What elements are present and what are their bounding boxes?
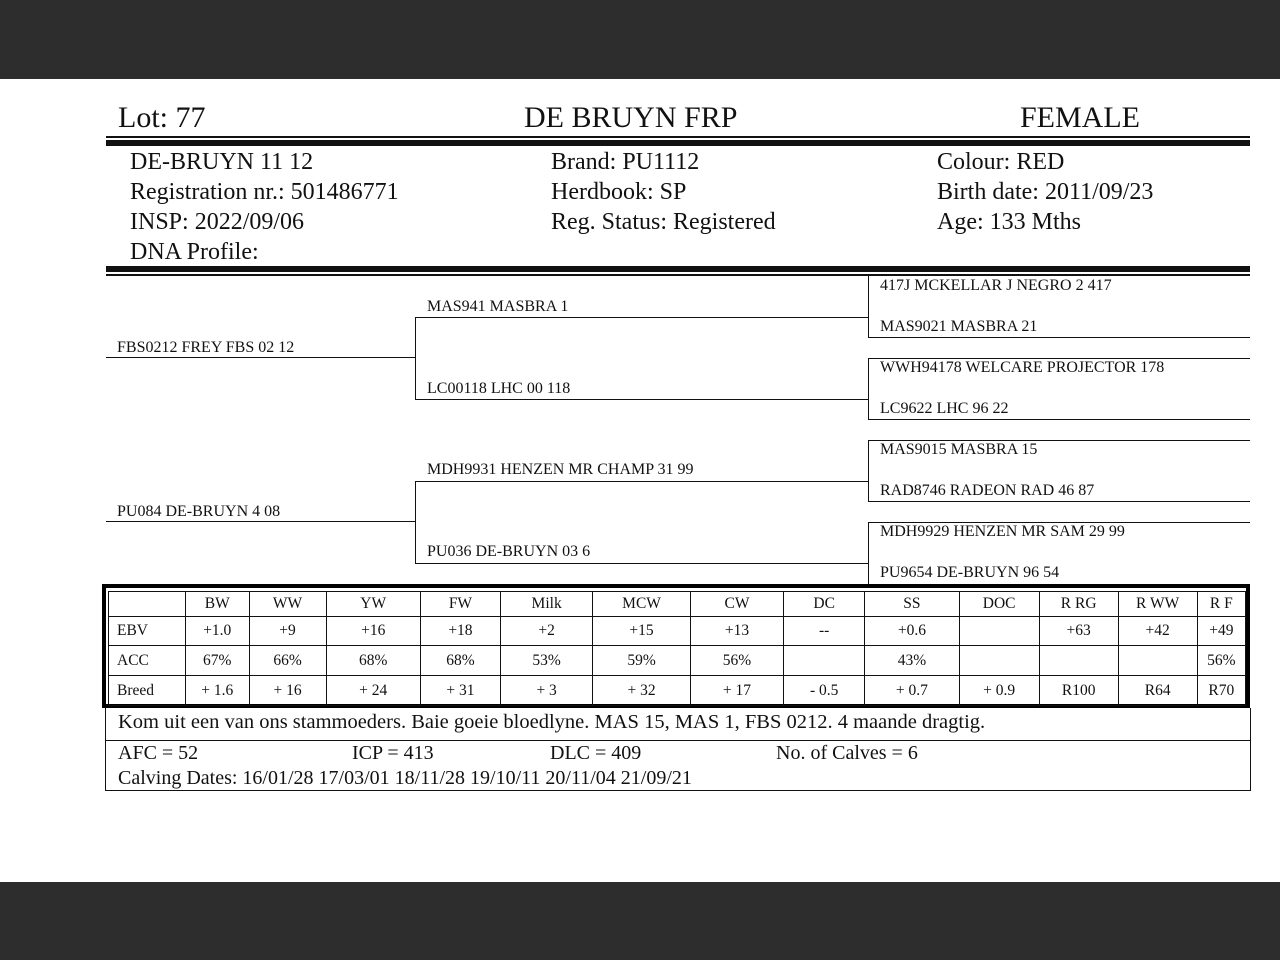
animal-sex: FEMALE [1020, 101, 1140, 134]
pedigree-ggp-3: WWH94178 WELCARE PROJECTOR 178 [880, 359, 1165, 376]
table-cell: + 31 [420, 676, 500, 706]
ebv-col-header: CW [690, 592, 783, 617]
table-cell: 56% [1197, 646, 1245, 676]
table-cell [784, 646, 865, 676]
calving-dates: Calving Dates: 16/01/28 17/03/01 18/11/28 19/10/11 20/11/04 21/09/21 [118, 767, 692, 789]
table-cell: +42 [1118, 617, 1197, 646]
colour: Colour: RED [937, 149, 1065, 175]
calves-count: No. of Calves = 6 [776, 742, 918, 764]
afc-value: AFC = 52 [118, 742, 199, 764]
table-cell: +16 [326, 617, 420, 646]
table-cell: 67% [185, 646, 249, 676]
header-rule-thin [106, 136, 1250, 138]
pedigree-sire: FBS0212 FREY FBS 02 12 [117, 339, 295, 356]
ebv-col-header: BW [185, 592, 249, 617]
pedigree-sire-sire: MAS941 MASBRA 1 [427, 298, 569, 315]
icp-value: ICP = 413 [352, 742, 434, 764]
comment-divider [105, 740, 1251, 741]
table-cell: + 32 [593, 676, 690, 706]
pedigree-ggp-4: LC9622 LHC 96 22 [880, 400, 1009, 417]
pedigree-dam-dam: PU036 DE-BRUYN 03 6 [427, 543, 591, 560]
pedigree-sire-dam: LC00118 LHC 00 118 [427, 380, 571, 397]
table-cell: 56% [690, 646, 783, 676]
comment-text: Kom uit een van ons stammoeders. Baie goeie bloedlyne. MAS 15, MAS 1, FBS 0212. 4 maande dragtig. [118, 711, 986, 733]
table-cell: R100 [1039, 676, 1118, 706]
table-cell [959, 617, 1039, 646]
ebv-col-header: DOC [959, 592, 1039, 617]
herdbook: Herdbook: SP [551, 179, 687, 205]
table-cell: -- [784, 617, 865, 646]
bottom-dark-bar [0, 882, 1280, 960]
pedigree-ggp-2: MAS9021 MASBRA 21 [880, 318, 1038, 335]
table-cell: - 0.5 [784, 676, 865, 706]
ebv-col-header: YW [326, 592, 420, 617]
table-cell: + 24 [326, 676, 420, 706]
table-cell: 66% [249, 646, 326, 676]
dna-profile: DNA Profile: [130, 239, 259, 265]
table-cell [959, 646, 1039, 676]
info-rule-thin [106, 274, 1250, 276]
brand: Brand: PU1112 [551, 149, 700, 175]
table-cell: + 0.7 [865, 676, 959, 706]
ebv-col-header: R WW [1118, 592, 1197, 617]
ebv-col-header: DC [784, 592, 865, 617]
ebv-row-label: Breed [109, 676, 186, 706]
ebv-col-header: MCW [593, 592, 690, 617]
table-cell: + 3 [500, 676, 592, 706]
ebv-col-header: WW [249, 592, 326, 617]
table-cell: + 17 [690, 676, 783, 706]
table-cell: + 1.6 [185, 676, 249, 706]
dlc-value: DLC = 409 [550, 742, 642, 764]
breeder-name: DE BRUYN FRP [524, 101, 738, 134]
ebv-col-header: R RG [1039, 592, 1118, 617]
pedigree-ggp-8: PU9654 DE-BRUYN 96 54 [880, 564, 1060, 581]
table-cell: +2 [500, 617, 592, 646]
registration-number: Registration nr.: 501486771 [130, 179, 399, 205]
table-cell [1118, 646, 1197, 676]
table-cell: + 0.9 [959, 676, 1039, 706]
ebv-col-header: FW [420, 592, 500, 617]
pedigree-ggp-5: MAS9015 MASBRA 15 [880, 441, 1038, 458]
pedigree-ggp-1: 417J MCKELLAR J NEGRO 2 417 [880, 277, 1112, 294]
animal-name: DE-BRUYN 11 12 [130, 149, 314, 175]
ebv-row-label: ACC [109, 646, 186, 676]
table-row [109, 676, 1246, 706]
table-cell: + 16 [249, 676, 326, 706]
lot-number: Lot: 77 [118, 101, 206, 134]
table-cell: R70 [1197, 676, 1245, 706]
pedigree-dam-sire: MDH9931 HENZEN MR CHAMP 31 99 [427, 461, 694, 478]
ebv-col-header [109, 592, 186, 617]
registration-status: Reg. Status: Registered [551, 209, 776, 235]
ebv-col-header: R F [1197, 592, 1245, 617]
table-cell: 53% [500, 646, 592, 676]
table-row [109, 617, 1246, 646]
table-cell: 43% [865, 646, 959, 676]
header-rule-thick [106, 140, 1250, 146]
table-cell: +9 [249, 617, 326, 646]
ebv-col-header: SS [865, 592, 959, 617]
ebv-header-row [109, 592, 1246, 617]
table-cell [1039, 646, 1118, 676]
age: Age: 133 Mths [937, 209, 1081, 235]
ebv-table [108, 591, 1246, 706]
table-cell: +0.6 [865, 617, 959, 646]
table-cell: 59% [593, 646, 690, 676]
table-cell: R64 [1118, 676, 1197, 706]
table-cell: +13 [690, 617, 783, 646]
info-rule-thick [106, 266, 1250, 272]
table-cell: 68% [420, 646, 500, 676]
inspection-date: INSP: 2022/09/06 [130, 209, 305, 235]
pedigree-ggp-6: RAD8746 RADEON RAD 46 87 [880, 482, 1095, 499]
pedigree-ggp-7: MDH9929 HENZEN MR SAM 29 99 [880, 523, 1125, 540]
table-row [109, 646, 1246, 676]
table-cell: +63 [1039, 617, 1118, 646]
ebv-row-label: EBV [109, 617, 186, 646]
birth-date: Birth date: 2011/09/23 [937, 179, 1154, 205]
ebv-col-header: Milk [500, 592, 592, 617]
pedigree-dam: PU084 DE-BRUYN 4 08 [117, 503, 281, 520]
table-cell: +49 [1197, 617, 1245, 646]
table-cell: 68% [326, 646, 420, 676]
table-cell: +15 [593, 617, 690, 646]
table-cell: +1.0 [185, 617, 249, 646]
top-dark-bar [0, 0, 1280, 79]
table-cell: +18 [420, 617, 500, 646]
